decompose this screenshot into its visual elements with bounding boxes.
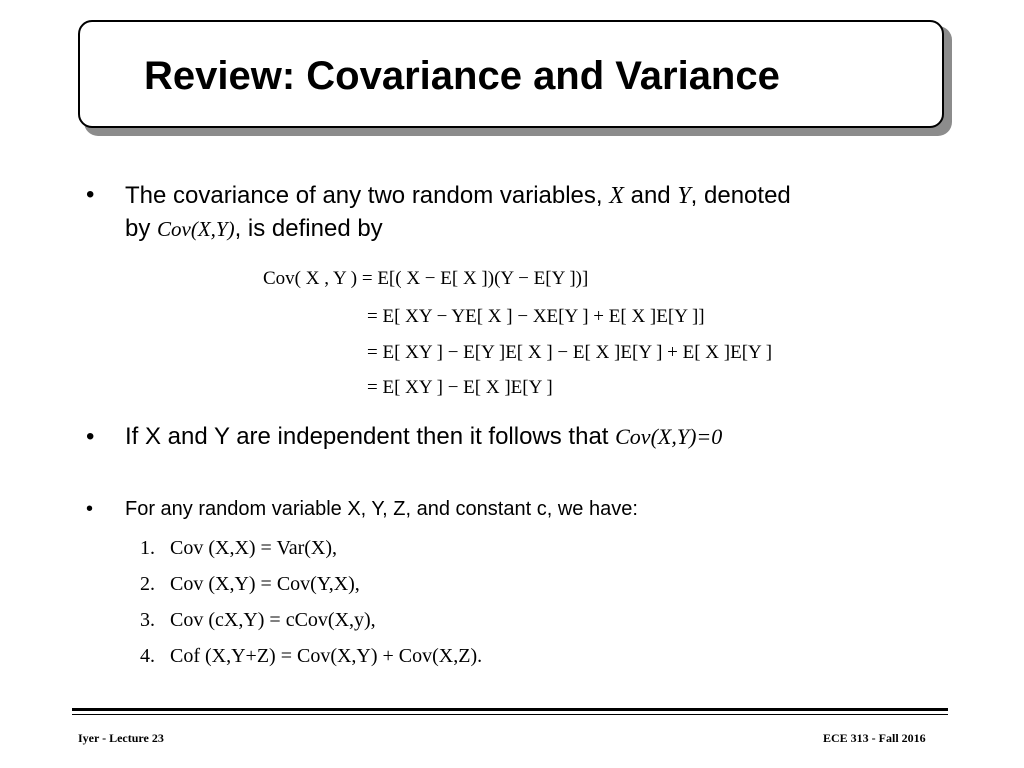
footer-rule-thick — [72, 708, 948, 711]
equation-line-4: = E[ XY ] − E[ X ]E[Y ] — [367, 377, 553, 398]
text-fragment: The covariance of any two random variables, — [125, 182, 610, 209]
bullet-marker: • — [86, 181, 95, 208]
slide-title: Review: Covariance and Variance — [144, 54, 780, 98]
text-fragment: If X and Y are independent then it follows that — [125, 423, 616, 450]
var-x: X — [609, 183, 624, 209]
item-number: 3. — [140, 609, 155, 631]
cov-notation: Cov(X,Y) — [157, 217, 235, 241]
text-fragment: and — [623, 182, 678, 209]
item-number: 2. — [140, 573, 155, 595]
footer-left: Iyer - Lecture 23 — [78, 731, 164, 745]
item-number: 4. — [140, 645, 155, 667]
item-text: Cov (cX,Y) = cCov(X,y), — [170, 609, 376, 631]
bullet-covariance-definition-line2 — [125, 212, 383, 246]
footer-right: ECE 313 - Fall 2016 — [823, 731, 926, 745]
equation-line-3: = E[ XY ] − E[Y ]E[ X ] − E[ X ]E[Y ] + E[ X ]E[Y ] — [367, 342, 773, 363]
item-number: 1. — [140, 537, 155, 559]
item-text: Cof (X,Y+Z) = Cov(X,Y) + Cov(X,Z). — [170, 645, 483, 667]
equation-line-2: = E[ XY − YE[ X ] − XE[Y ] + E[ X ]E[Y ]] — [367, 306, 705, 327]
bullet-independence — [125, 420, 722, 453]
var-y: Y — [677, 183, 691, 209]
property-item — [140, 573, 360, 596]
bullet-marker: • — [86, 498, 94, 520]
item-text: Cov (X,X) = Var(X), — [170, 537, 337, 559]
text-fragment: , is defined by — [234, 215, 383, 242]
bullet-marker: • — [86, 423, 95, 450]
property-item — [140, 537, 337, 560]
text-fragment: , denoted — [690, 182, 791, 209]
property-item — [140, 645, 482, 668]
item-text: Cov (X,Y) = Cov(Y,X), — [170, 573, 360, 595]
text-fragment: by — [125, 215, 158, 242]
title-box — [78, 20, 944, 128]
property-item — [140, 609, 376, 632]
bullet-properties-intro: For any random variable X, Y, Z, and constant c, we have: — [125, 498, 638, 520]
footer-rule-thin — [72, 714, 948, 715]
cov-zero: Cov(X,Y)=0 — [615, 424, 723, 449]
bullet-covariance-definition-line1 — [125, 179, 791, 213]
equation-line-1: Cov( X , Y ) = E[( X − E[ X ])(Y − E[Y ])] — [263, 268, 589, 289]
